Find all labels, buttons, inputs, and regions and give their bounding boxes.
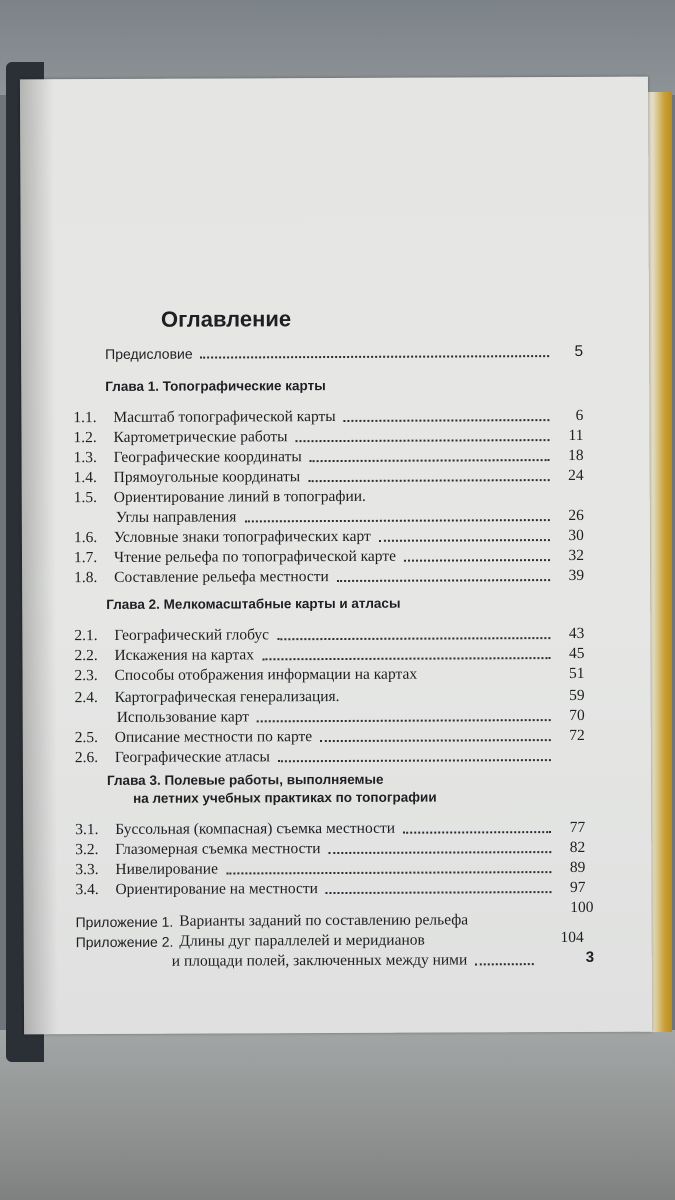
entry-page: 43	[568, 624, 585, 642]
leader-dots	[278, 759, 551, 762]
entry-number: 2.2.	[74, 647, 98, 665]
entry-page: 51	[568, 664, 585, 682]
entry-number: 3.2.	[75, 841, 99, 859]
entry-label: Нивелирование	[115, 860, 218, 878]
entry-number: 1.3.	[73, 449, 97, 467]
chapter-1-heading: Глава 1. Топографические карты	[105, 378, 326, 395]
toc-entry	[74, 661, 584, 685]
leader-dots	[262, 657, 550, 660]
entry-number: 1.1.	[73, 409, 97, 427]
page-number: 3	[585, 948, 595, 966]
toc-entry	[75, 743, 585, 767]
entry-page: 45	[568, 644, 585, 662]
leader-dots	[329, 851, 552, 854]
entry-page: 39	[568, 566, 585, 584]
entry-number: 3.1.	[75, 821, 99, 839]
entry-label: Буссольная (компасная) съемка местности	[115, 819, 396, 838]
entry-page: 5	[574, 342, 584, 360]
entry-number: 1.7.	[73, 549, 98, 567]
toc-entry-preface	[105, 339, 583, 363]
entry-number: 1.5.	[73, 489, 98, 507]
toc-title: Оглавление	[160, 306, 292, 332]
entry-number: 2.6.	[74, 749, 99, 767]
appendix-2-page	[544, 925, 588, 947]
book-page	[20, 77, 652, 1035]
entry-page: 32	[568, 546, 585, 564]
entry-label-continuation: и площади полей, заключенных между ними	[171, 951, 468, 970]
entry-label: Географические атласы	[114, 748, 270, 766]
chapter-3-heading-continuation: на летних учебных практиках по топографии	[133, 789, 437, 806]
entry-label: Ориентирование линий в топографии.	[113, 487, 366, 506]
entry-number: 2.5.	[74, 729, 99, 747]
entry-label: Длины дуг параллелей и меридианов	[179, 931, 425, 950]
entry-label: Картографическая генерализация.	[114, 687, 340, 706]
leader-dots	[296, 439, 550, 442]
entry-label: Предисловие	[105, 345, 193, 363]
entry-label: Картометрические работы	[113, 428, 288, 446]
leader-dots	[201, 355, 550, 359]
entry-page: 11	[568, 426, 584, 444]
entry-label: Составление рельефа местности	[114, 568, 329, 586]
entry-number: 2.4.	[74, 689, 98, 707]
entry-page: 100	[570, 898, 594, 916]
leader-dots	[310, 459, 550, 462]
leader-dots	[475, 963, 534, 965]
entry-label: Прямоугольные координаты	[113, 468, 301, 486]
entry-page: 89	[569, 858, 586, 876]
entry-page: 70	[569, 706, 585, 724]
leader-dots	[404, 559, 550, 562]
entry-page: 97	[569, 878, 586, 896]
leader-dots	[257, 719, 551, 722]
toc-entry	[74, 563, 584, 587]
entry-number: 2.3.	[74, 667, 98, 685]
entry-number: 1.6.	[73, 529, 98, 547]
desk-surface	[0, 1030, 675, 1200]
leader-dots	[320, 739, 551, 742]
entry-page: 24	[568, 466, 584, 484]
appendix-label: Приложение 1.	[75, 913, 174, 931]
leader-dots	[337, 579, 550, 582]
page-gutter-shadow	[20, 79, 58, 1034]
entry-label: Варианты заданий по составлению рельефа	[179, 911, 469, 930]
entry-number: 1.8.	[74, 569, 98, 587]
entry-label: Географический глобус	[114, 626, 270, 644]
appendix-label: Приложение 2.	[75, 933, 174, 951]
entry-label-continuation: Углы направления	[115, 508, 237, 526]
entry-number: 1.4.	[73, 469, 97, 487]
entry-label: Чтение рельефа по топографической карте	[113, 547, 397, 566]
entry-label: Условные знаки топографических карт	[113, 527, 371, 546]
entry-label: Описание местности по карте	[114, 728, 313, 746]
entry-number: 1.2.	[73, 429, 97, 447]
entry-label: Масштаб топографической карты	[113, 408, 336, 426]
chapter-2-heading: Глава 2. Мелкомасштабные карты и атласы	[106, 595, 401, 613]
entry-number: 2.1.	[74, 627, 98, 645]
entry-page: 26	[568, 506, 584, 524]
entry-label: Географические координаты	[113, 448, 302, 466]
entry-number: 3.3.	[75, 861, 99, 879]
entry-label: Способы отображения информации на картах	[114, 665, 418, 684]
chapter-3-heading: Глава 3. Полевые работы, выполняемые	[106, 771, 384, 789]
entry-page: 104	[560, 928, 584, 947]
entry-label: Ориентирование на местности	[115, 880, 318, 898]
leader-dots	[379, 539, 550, 542]
leader-dots	[326, 891, 552, 894]
entry-page: 59	[569, 686, 585, 704]
entry-number: 3.4.	[75, 881, 99, 899]
entry-label: Глазомерная съемка местности	[115, 840, 321, 858]
leader-dots	[277, 637, 550, 640]
entry-page: 77	[569, 818, 586, 836]
entry-label: Искажения на картах	[114, 646, 255, 664]
entry-page: 30	[568, 526, 584, 544]
leader-dots	[344, 419, 550, 422]
entry-page: 6	[575, 406, 584, 424]
entry-page: 72	[569, 726, 585, 744]
entry-page: 82	[569, 838, 586, 856]
entry-label-continuation: Использование карт	[116, 708, 250, 726]
entry-page: 18	[568, 446, 584, 464]
leader-dots	[244, 519, 549, 522]
leader-dots	[403, 831, 551, 834]
toc-entry-continuation	[172, 947, 542, 971]
leader-dots	[226, 871, 551, 874]
leader-dots	[308, 479, 549, 482]
